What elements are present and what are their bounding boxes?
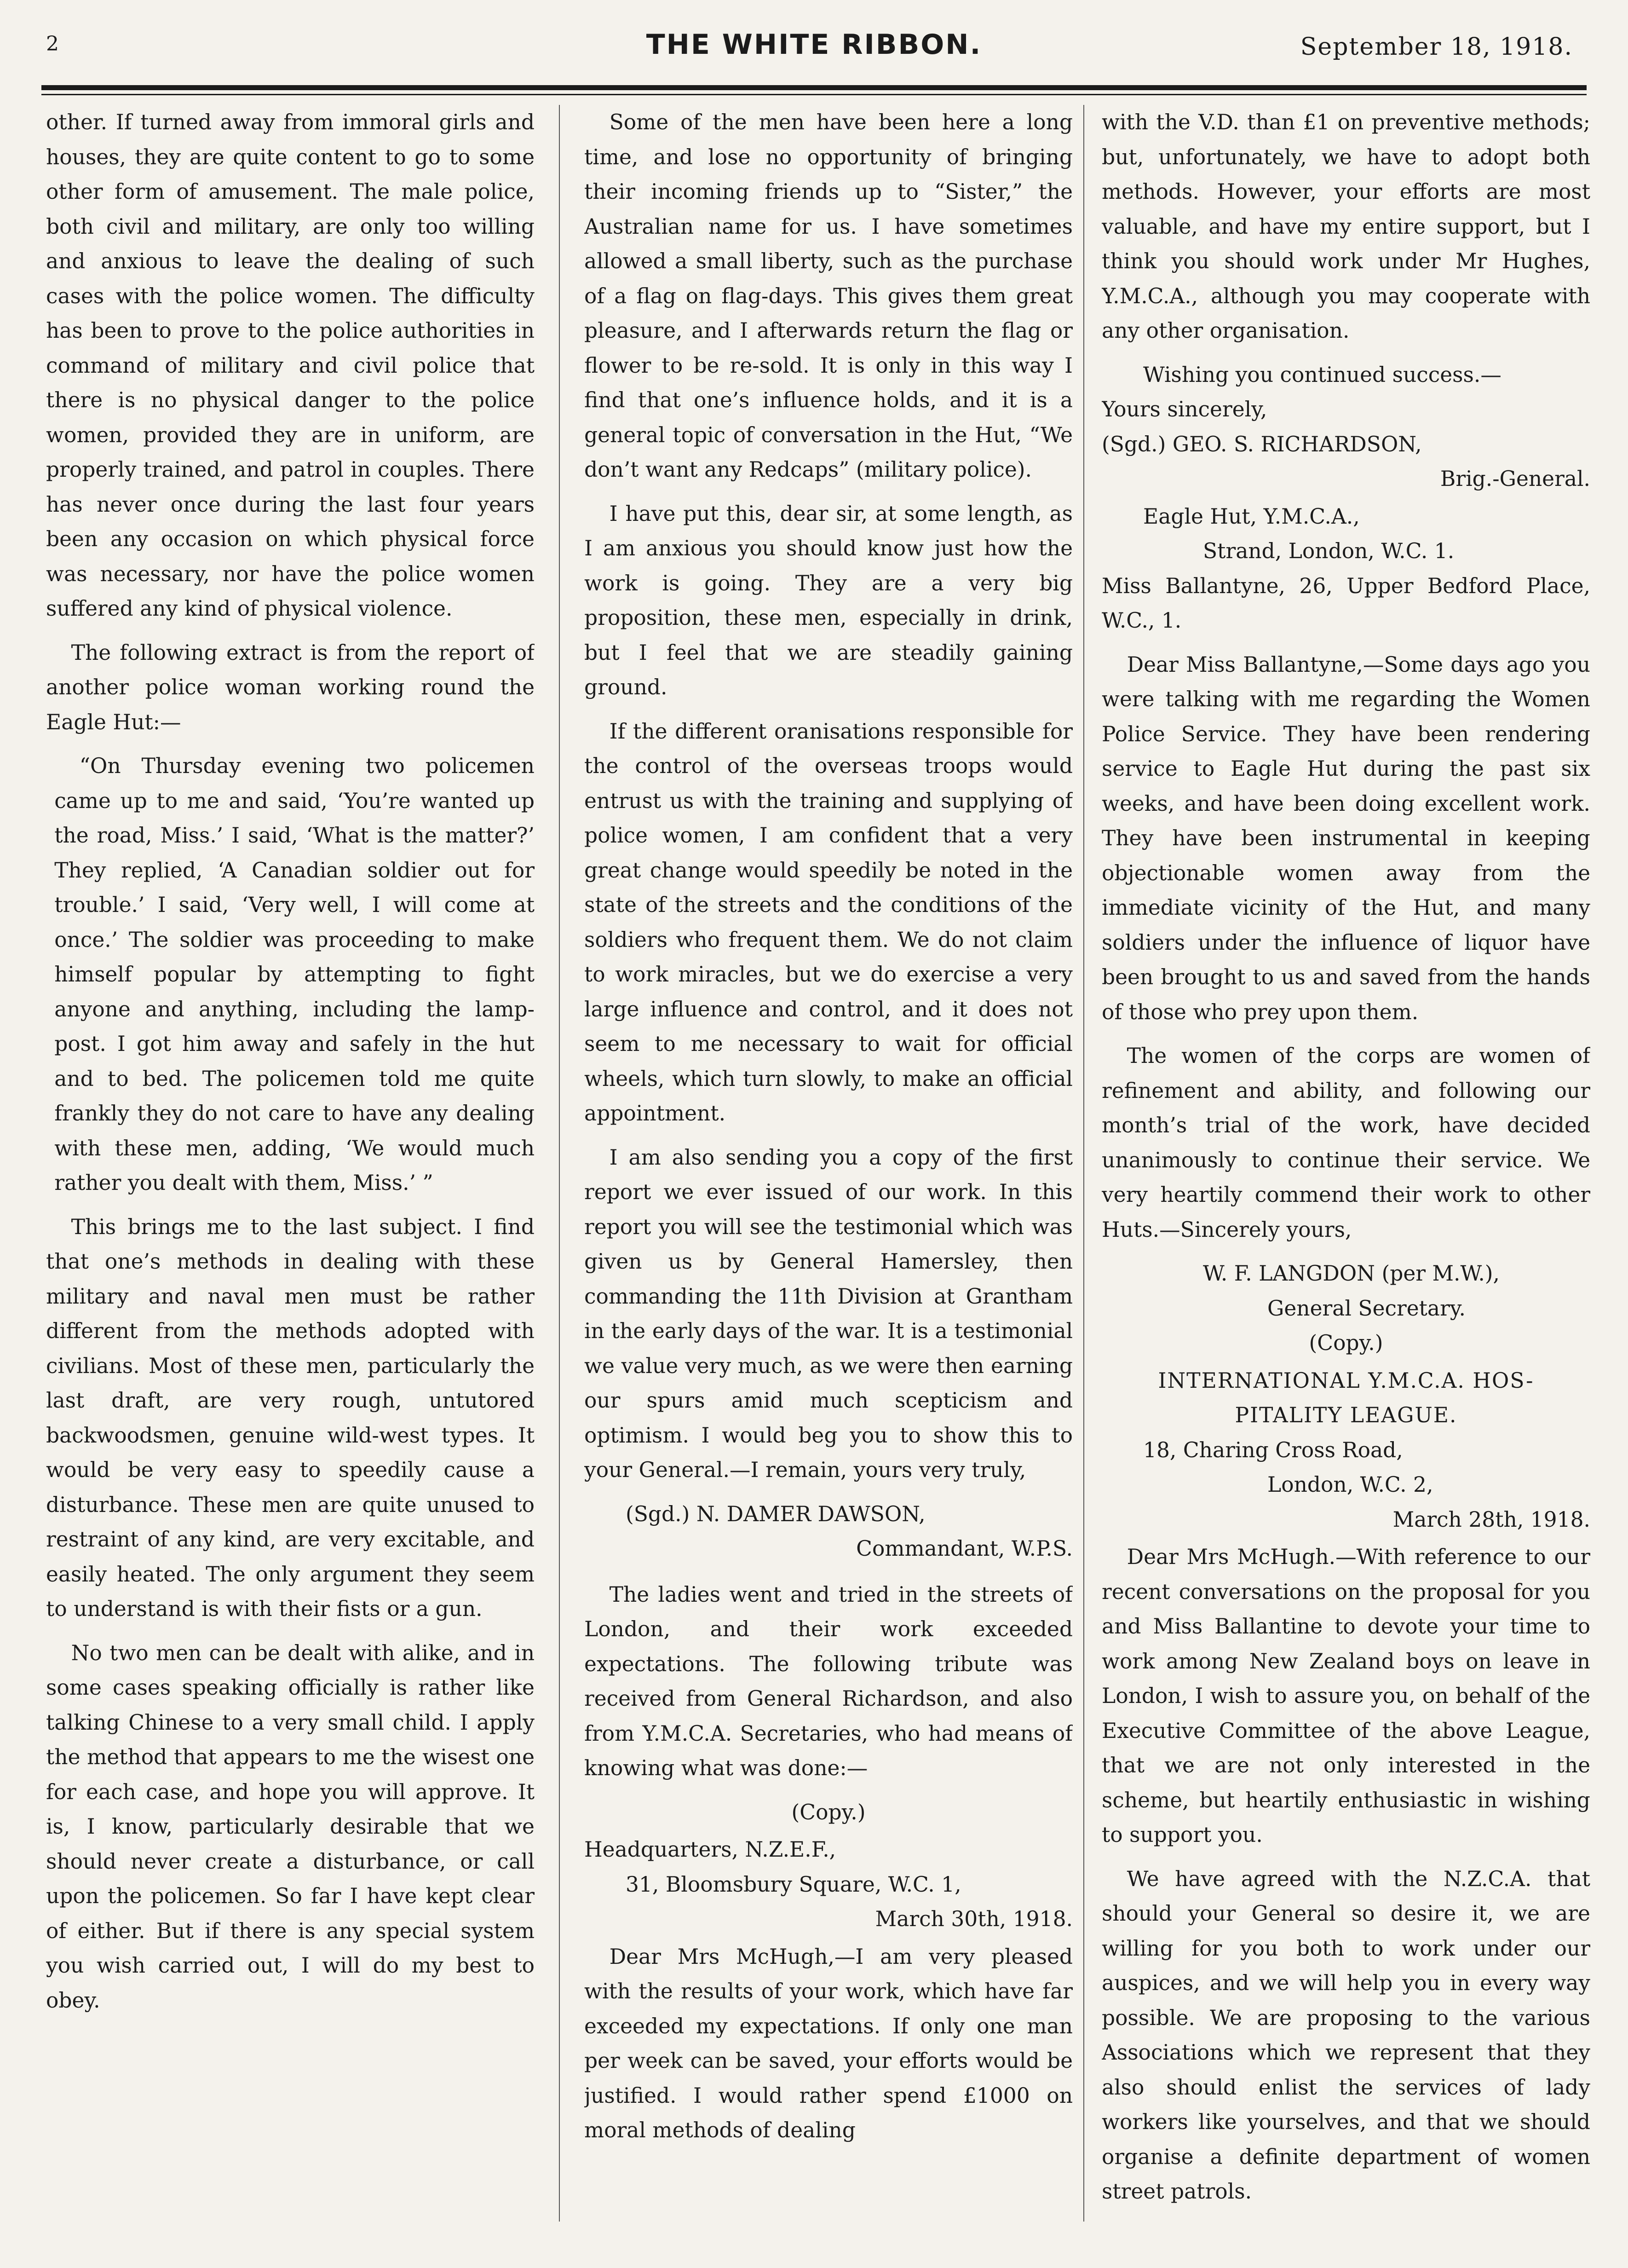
- signature-title: Brig.-General.: [1440, 467, 1590, 491]
- paragraph: other. If turned away from immoral girls and houses, they are quite content to go to some other form of amusement. The male police, both civil and military, are only too willing and anxious to leave the dealing of such cases with the police women. The difficulty has been to prove to the police authorities in command of military and civil police that there is no physical danger to the police women, provided they are in uniform, are properly trained, and patrol in couples. There has never once during the last four years been any occasion on which physical force was necessary, nor have the police women suffered any kind of physical violence.: [46, 110, 535, 621]
- letter-address: Eagle Hut, Y.M.C.A.,: [1143, 504, 1360, 529]
- paragraph: We have agreed with the N.Z.C.A. that should your General so desire it, we are willing for you both to work under our auspices, and we will help you in every way possible. We are proposing to the various Associations which we represent that they also should enlist the services of lady workers like yourselves, and that we should organise a definite department of women street patrols.: [1102, 1866, 1590, 2204]
- letter-date: March 30th, 1918.: [875, 1907, 1073, 1931]
- copy-label: (Copy.): [791, 1800, 866, 1824]
- paragraph: Some of the men have been here a long time, and lose no opportunity of bringing their incoming friends up to “Sister,” the Australian name for us. I have sometimes allowed a small liberty, such as the purchase of a flag on flag-days. This gives them great pleasure, and I afterwards return the flag or flower to be re-sold. It is only in this way I find that one’s influence holds, and it is a general topic of conversation in the Hut, “We don’t want any Redcaps” (military police).: [584, 110, 1073, 482]
- column-1: [46, 105, 535, 2240]
- paragraph: I am also sending you a copy of the first report we ever issued of our work. In this report you will see the testimonial which was given us by General Hamersley, then commanding the 11th Division at Grantham in the early days of the war. It is a testimonial we value very much, as we were then earning our spurs amid much scepticism and optimism. I would beg you to show this to your General.—I remain, yours very truly,: [584, 1145, 1073, 1482]
- column-divider-1: [559, 105, 560, 2222]
- column-2: [584, 105, 1073, 2240]
- paragraph: No two men can be dealt with alike, and in some cases speaking officially is rather like talking Chinese to a very small child. I apply the method that appears to me the wisest one for each case, and hope you will approve. It is, I know, particularly desirable that we should never create a disturbance, or call upon the policemen. So far I have kept clear of either. But if there is any special system you wish carried out, I will do my best to obey.: [46, 1640, 535, 2013]
- letter-address: 31, Bloomsbury Square, W.C. 1,: [626, 1872, 961, 1897]
- letter-address: Headquarters, N.Z.E.F.,: [584, 1837, 836, 1862]
- signature-name: (Sgd.) N. DAMER DAWSON,: [626, 1501, 926, 1526]
- copy-label: (Copy.): [1309, 1331, 1383, 1355]
- closing-line: Wishing you continued success.—: [1143, 362, 1501, 387]
- signature-title: General Secretary.: [1267, 1296, 1466, 1321]
- paragraph: The women of the corps are women of refinement and ability, and following our month’s trial of the work, have decided unanimously to continue their service. We very heartily commend their work to other Huts.—Sincerely yours,: [1102, 1044, 1590, 1242]
- column-3: [1102, 105, 1590, 2240]
- issue-date: September 18, 1918.: [1300, 33, 1573, 61]
- letter-date: March 28th, 1918.: [1392, 1507, 1590, 1532]
- signature-name: (Sgd.) GEO. S. RICHARDSON,: [1102, 432, 1422, 456]
- paragraph: Dear Miss Ballantyne,—Some days ago you were talking with me regarding the Women Police Service. They have been rendering service to Eagle Hut during the past six weeks, and have been doing excellent work. They have been instrumental in keeping objectionable women away from the immediate vicinity of the Hut, and many soldiers under the influence of liquor have been brought to us and saved from the hands of those who prey upon them.: [1102, 652, 1590, 1024]
- paragraph: Dear Mrs McHugh.—With reference to our recent conversations on the proposal for you and Miss Ballantine to devote your time to work among New Zealand boys on leave in London, I wish to assure you, on behalf of the Executive Committee of the above League, that we are not only interested in the scheme, but heartily enthusiastic in wishing to support you.: [1102, 1545, 1590, 1847]
- letter-address: London, W.C. 2,: [1267, 1472, 1433, 1497]
- paragraph: with the V.D. than £1 on preventive methods; but, unfortunately, we have to adopt both methods. However, your efforts are most valuable, and have my entire support, but I think you should work under Mr Hughes, Y.M.C.A., although you may cooperate with any other organisation.: [1102, 110, 1590, 343]
- paragraph: Dear Mrs McHugh,—I am very pleased with the results of your work, which have far exceeded my expectations. If only one man per week can be saved, your efforts would be justified. I would rather spend £1000 on moral methods of dealing: [584, 1944, 1073, 2142]
- organisation-heading: PITALITY LEAGUE.: [1235, 1403, 1457, 1427]
- letter-address: 18, Charing Cross Road,: [1143, 1437, 1403, 1462]
- signature-title: Commandant, W.P.S.: [856, 1536, 1073, 1561]
- paragraph: If the different oranisations responsible for the control of the overseas troops would entrust us with the training and supplying of police women, I am confident that a very great change would speedily be noted in the state of the streets and the conditions of the soldiers who frequent them. We do not claim to work miracles, but we do exercise a very large influence and control, and it does not seem to me necessary to wait for official wheels, which turn slowly, to make an official appointment.: [584, 719, 1073, 1125]
- paragraph: The following extract is from the report of another police woman working round the Eagle Hut:—: [46, 640, 535, 734]
- organisation-heading: INTERNATIONAL Y.M.C.A. HOS-: [1158, 1368, 1534, 1393]
- paragraph: I have put this, dear sir, at some length, as I am anxious you should know just how the work is going. They are a very big proposition, these men, especially in drink, but I feel that we are steadily gaining ground.: [584, 501, 1073, 699]
- header-rule-thin: [41, 94, 1587, 95]
- header-rule-thick: [41, 85, 1587, 90]
- letter-recipient: Miss Ballantyne, 26, Upper Bedford Place, W.C., 1.: [1102, 573, 1590, 633]
- letter-address: Strand, London, W.C. 1.: [1203, 539, 1455, 563]
- page-number: 2: [46, 32, 59, 56]
- signature-name: W. F. LANGDON (per M.W.),: [1203, 1261, 1500, 1286]
- paragraph: This brings me to the last subject. I find that one’s methods in dealing with these military and naval men must be rather different from the methods adopted with civilians. Most of these men, particularly the last draft, are very rough, untutored backwoodsmen, genuine wild-west types. It would be very easy to speedily cause a disturbance. These men are quite unused to restraint of any kind, are very excitable, and easily heated. The only argument they seem to understand is with their fists or a gun.: [46, 1214, 535, 1621]
- paragraph: The ladies went and tried in the streets of London, and their work exceeded expectations. The following tribute was received from General Richardson, and also from Y.M.C.A. Secretaries, who had means of knowing what was done:—: [584, 1582, 1073, 1780]
- column-divider-2: [1083, 105, 1084, 2222]
- masthead-title: THE WHITE RIBBON.: [646, 29, 982, 61]
- quoted-report: “On Thursday evening two policemen came up to me and said, ‘You’re wanted up the road, Miss.’ I said, ‘What is the matter?’ They replied, ‘A Canadian soldier out for trouble.’ I said, ‘Very well, I will come at once.’ The soldier was proceeding to make himself popular by attempting to fight anyone and anything, including the lamp-post. I got him away and safely in the hut and to bed. The policemen told me quite frankly they do not care to have any dealing with these men, adding, ‘We would much rather you dealt with them, Miss.’ ”: [54, 754, 535, 1195]
- closing-line: Yours sincerely,: [1102, 397, 1267, 421]
